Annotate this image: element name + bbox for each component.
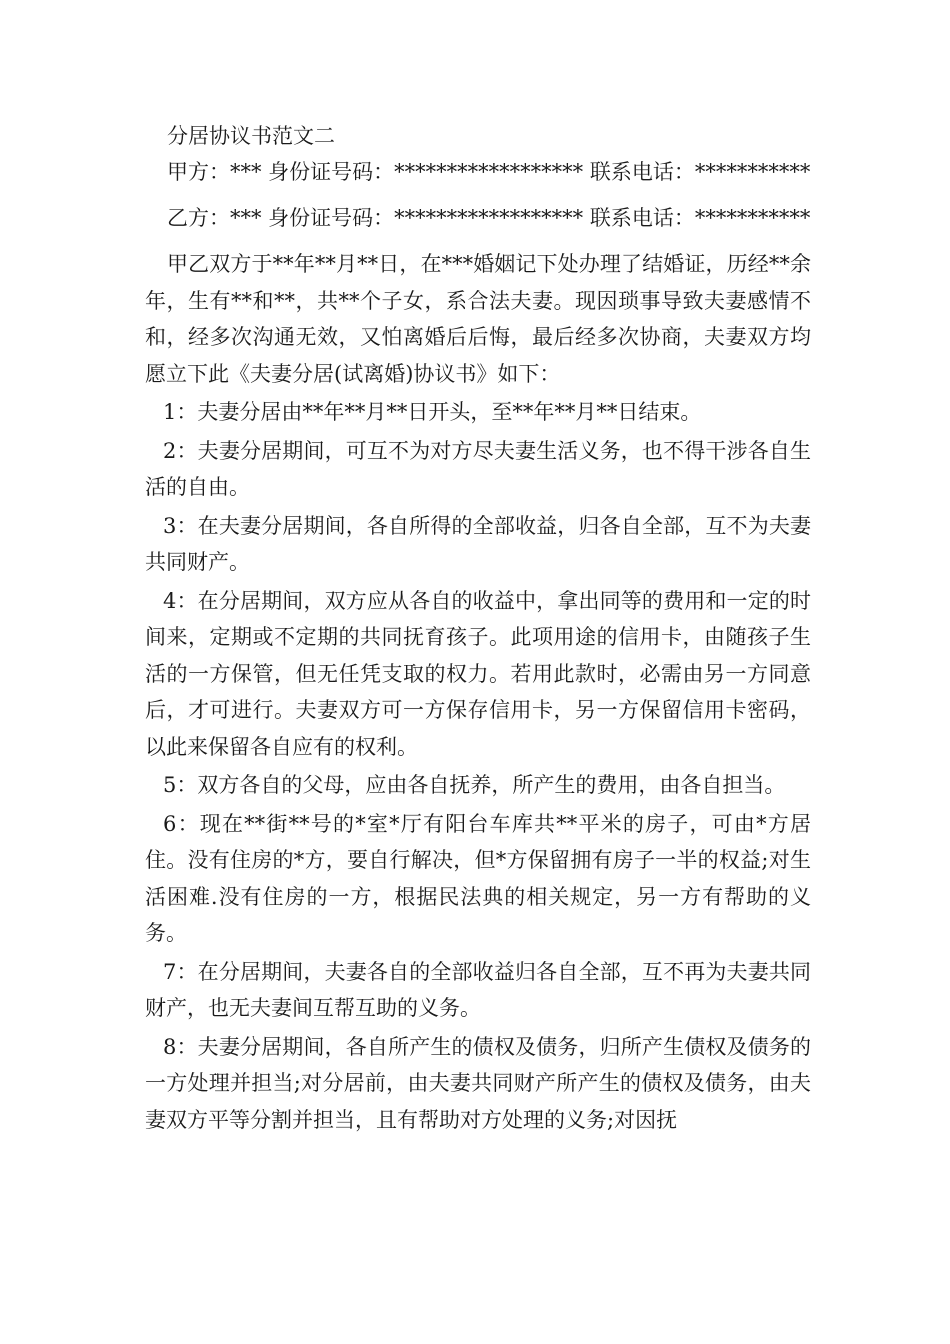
clause-7: 7：在分居期间，夫妻各自的全部收益归各自全部，互不再为夫妻共同财产，也无夫妻间互帮互助的义务。 <box>145 959 811 1020</box>
clause-8: 8：夫妻分居期间，各自所产生的债权及债务，归所产生债权及债务的一方处理并担当;对分居前，由夫妻共同财产所产生的债权及债务，由夫妻双方平等分割并担当，且有帮助对方处理的义务;对因抚 <box>145 1034 811 1132</box>
document-page <box>145 118 811 1140</box>
clause-3: 3：在夫妻分居期间，各自所得的全部收益，归各自全部，互不为夫妻共同财产。 <box>145 513 811 574</box>
clause-2: 2：夫妻分居期间，可互不为对方尽夫妻生活义务，也不得干涉各自生活的自由。 <box>145 438 811 499</box>
clause-5: 5：双方各自的父母，应由各自抚养，所产生的费用，由各自担当。 <box>163 773 786 797</box>
document-title: 分居协议书范文二 <box>167 124 335 148</box>
intro-paragraph: 甲乙双方于**年**月**日，在***婚姻记下处办理了结婚证，历经**余年，生有**和**，共**个子女，系合法夫妻。现因琐事导致夫妻感情不和，经多次沟通无效，又怕离婚后后悔，最后经多次协商，夫妻双方均愿立下此《夫妻分居(试离婚)协议书》如下： <box>145 252 811 386</box>
party-b-line: 乙方：*** 身份证号码：****************** 联系电话：*********** <box>167 206 811 230</box>
clause-6: 6：现在**街**号的*室*厅有阳台车库共**平米的房子，可由*方居住。没有住房的*方，要自行解决，但*方保留拥有房子一半的权益;对生活困难.没有住房的一方，根据民法典的相关规定，另一方有帮助的义务。 <box>145 811 811 945</box>
clause-1: 1：夫妻分居由**年**月**日开头，至**年**月**日结束。 <box>163 400 702 424</box>
clause-4: 4：在分居期间，双方应从各自的收益中，拿出同等的费用和一定的时间来，定期或不定期的共同抚育孩子。此项用途的信用卡，由随孩子生活的一方保管，但无任凭支取的权力。若用此款时，必需由另一方同意后，才可进行。夫妻双方可一方保存信用卡，另一方保留信用卡密码，以此来保留各自应有的权利。 <box>145 588 811 759</box>
party-a-line: 甲方：*** 身份证号码：****************** 联系电话：*********** <box>167 160 811 184</box>
